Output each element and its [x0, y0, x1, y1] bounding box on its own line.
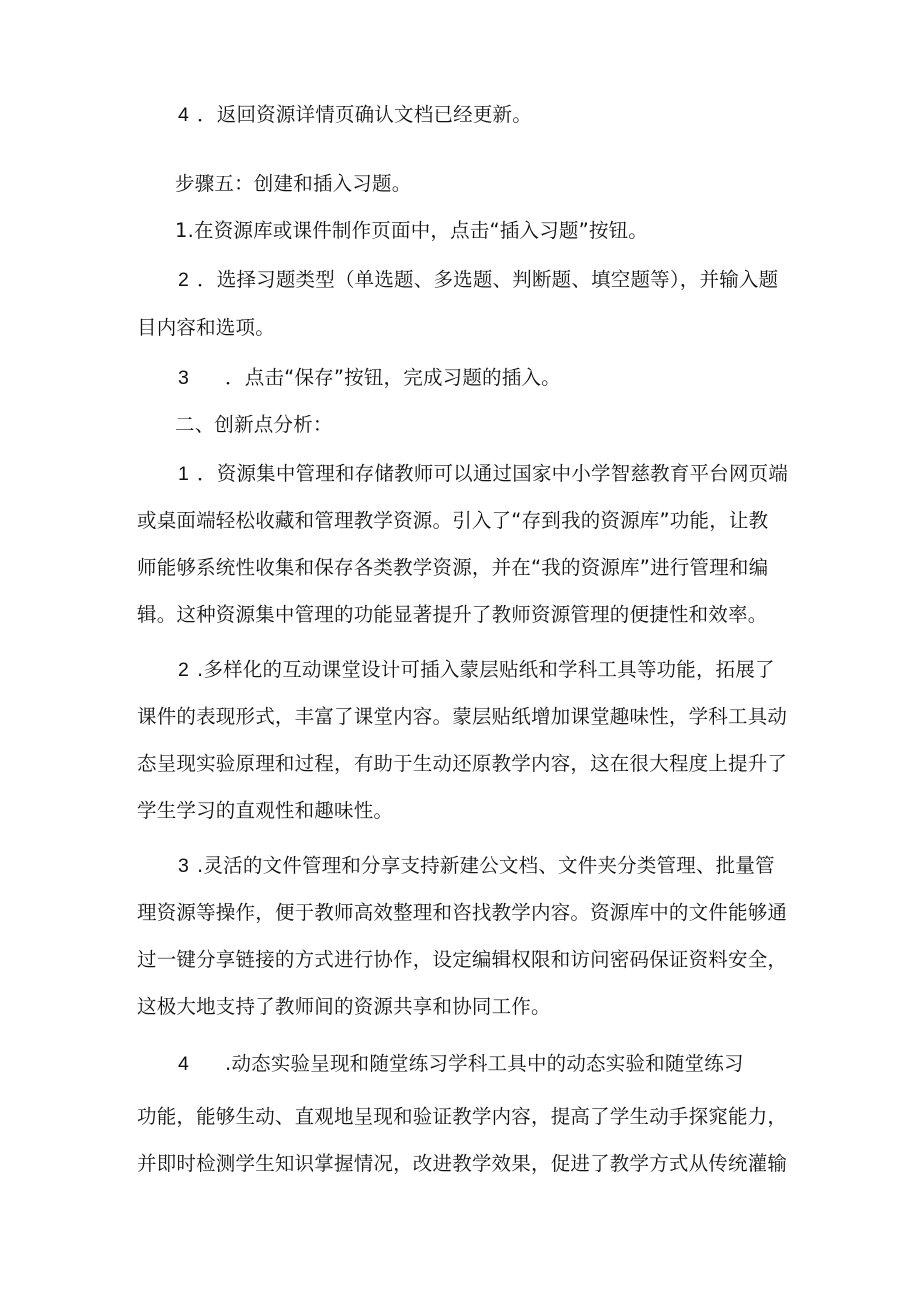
paragraph-line: 过一键分享链接的方式进行协作，设定编辑权限和访问密码保证资料安全， [137, 948, 788, 971]
paragraph-line: 或桌面端轻松收藏和管理教学资源。引入了“存到我的资源库”功能，让教 [137, 509, 769, 532]
paragraph-innovation-2-cont [137, 750, 787, 778]
paragraph-innovation-4-cont [137, 1150, 787, 1178]
paragraph-line: .多样化的互动课堂设计可插入蒙层贴纸和学科工具等功能，拓展了 [197, 658, 775, 681]
paragraph-line: 并即时检测学生知识掌握情况，改进教学效果，促进了教学方式从传统灌输 [137, 1152, 788, 1175]
list-number: 2 [178, 269, 190, 291]
paragraph-step5-item2-cont [137, 314, 275, 342]
heading-text: 二、创新点分析： [175, 413, 333, 436]
paragraph-innovation-1 [178, 460, 788, 488]
list-number: 4 [178, 1053, 190, 1075]
paragraph-line: 课件的表现形式，丰富了课堂内容。蒙层贴纸增加课堂趣味性，学科工具动 [137, 705, 788, 728]
section-heading-innovation [175, 411, 333, 439]
paragraph-innovation-1-cont [137, 507, 768, 535]
paragraph-innovation-3-cont [137, 946, 787, 974]
paragraph-line: ．选择习题类型（单选题、多选题、判断题、填空题等），并输入题 [197, 268, 779, 291]
list-number: 3 [178, 367, 190, 389]
paragraph-line: ．资源集中管理和存储教师可以通过国家中小学智慈教育平台网页端 [197, 462, 789, 485]
paragraph-line: 这极大地支持了教师间的资源共享和协同工作。 [137, 995, 551, 1018]
paragraph-step5-item1 [175, 217, 648, 245]
paragraph-line: 功能，能够生动、直观地呈现和验证教学内容，提高了学生动手探窕能力， [137, 1105, 788, 1128]
paragraph-innovation-1-cont [137, 554, 768, 582]
paragraph-innovation-1-cont [137, 601, 767, 629]
paragraph-innovation-3-cont [137, 899, 787, 927]
list-number: 2 [178, 659, 190, 681]
paragraph-innovation-4-cont [137, 1103, 787, 1131]
paragraph-line: 目内容和选项。 [137, 316, 275, 339]
paragraph-step5-item3 [178, 364, 561, 392]
paragraph-line: ．点击“保存”按钮，完成习题的插入。 [225, 366, 561, 389]
paragraph-innovation-2 [178, 656, 775, 684]
paragraph-line: 辑。这种资源集中管理的功能显著提升了教师资源管理的便捷性和效率。 [137, 603, 768, 626]
paragraph-line: 理资源等操作，便于教师高效整理和咨找教学内容。资源库中的文件能够通 [137, 901, 788, 924]
paragraph-innovation-2-cont [137, 797, 393, 825]
section-heading-step5 [175, 170, 411, 198]
list-number: 1 [178, 463, 190, 485]
paragraph-innovation-2-cont [137, 703, 787, 731]
paragraph-innovation-4 [178, 1050, 744, 1078]
list-number: 3 [178, 855, 190, 877]
paragraph-line: 态呈现实验原理和过程，有助于生动还原教学内容，这在很大程度上提升了 [137, 752, 788, 775]
paragraph-line: 1.在资源库或课件制作页面中，点击“插入习题”按钮。 [175, 219, 649, 242]
heading-text: 步骤五：创建和插入习题。 [175, 172, 412, 195]
paragraph-line: 师能够系统性收集和保存各类教学资源，并在“我的资源库”进行管理和编 [137, 556, 769, 579]
paragraph-innovation-3 [178, 852, 775, 880]
paragraph-line: ．返回资源详情页确认文档已经更新。 [197, 103, 532, 126]
list-number: 4 [178, 104, 190, 126]
paragraph-step4-return [178, 101, 532, 129]
paragraph-line: .灵活的文件管理和分享支持新建公文档、文件夹分类管理、批量管 [197, 854, 775, 877]
paragraph-line: .动态实验呈现和随堂练习学科工具中的动态实验和随堂练习 [225, 1052, 744, 1075]
paragraph-step5-item2 [178, 266, 778, 294]
paragraph-innovation-3-cont [137, 993, 551, 1021]
paragraph-line: 学生学习的直观性和趣味性。 [137, 799, 394, 822]
